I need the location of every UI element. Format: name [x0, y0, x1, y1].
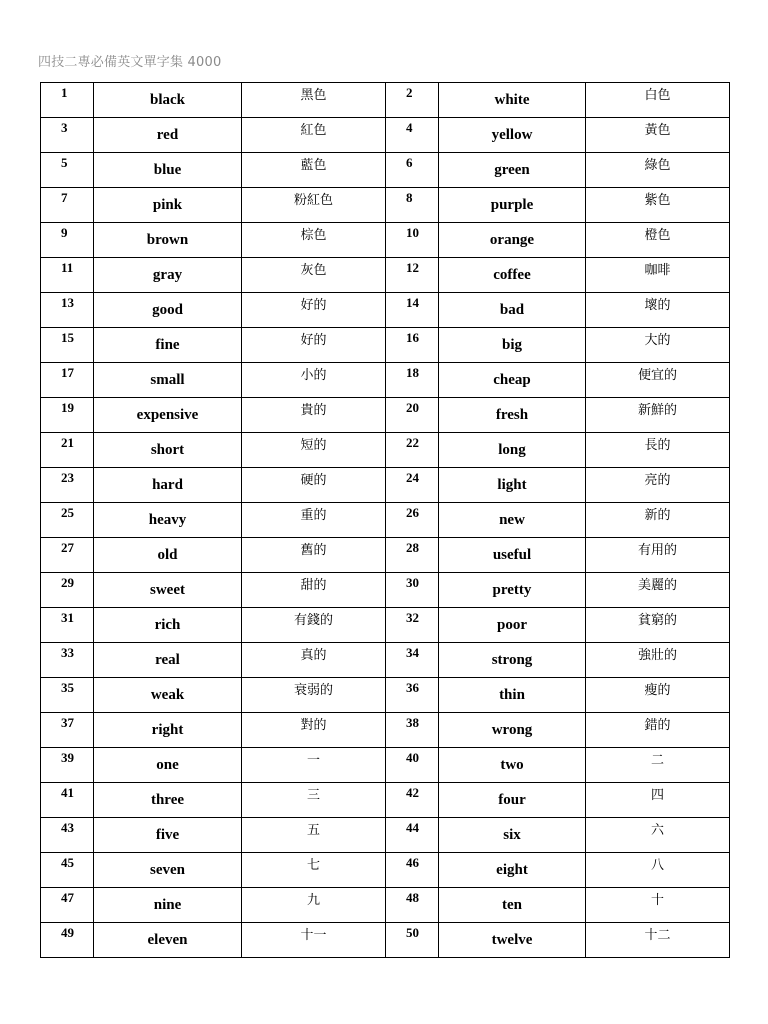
chinese-meaning: 好的 [242, 328, 386, 363]
table-row [41, 188, 730, 223]
word-number: 49 [41, 923, 94, 958]
chinese-meaning: 貧窮的 [586, 608, 730, 643]
word-number: 29 [41, 573, 94, 608]
table-row [41, 713, 730, 748]
english-word: pretty [439, 573, 586, 608]
table-row [41, 293, 730, 328]
table-row [41, 258, 730, 293]
word-number: 50 [386, 923, 439, 958]
english-word: pink [94, 188, 242, 223]
word-number: 7 [41, 188, 94, 223]
chinese-meaning: 紫色 [586, 188, 730, 223]
chinese-meaning: 好的 [242, 293, 386, 328]
table-row [41, 363, 730, 398]
english-word: useful [439, 538, 586, 573]
table-row [41, 468, 730, 503]
word-number: 3 [41, 118, 94, 153]
vocabulary-table [40, 82, 730, 958]
chinese-meaning: 重的 [242, 503, 386, 538]
english-word: two [439, 748, 586, 783]
word-number: 9 [41, 223, 94, 258]
english-word: small [94, 363, 242, 398]
word-number: 26 [386, 503, 439, 538]
chinese-meaning: 小的 [242, 363, 386, 398]
word-number: 36 [386, 678, 439, 713]
table-row [41, 818, 730, 853]
table-row [41, 538, 730, 573]
table-row [41, 433, 730, 468]
chinese-meaning: 紅色 [242, 118, 386, 153]
word-number: 13 [41, 293, 94, 328]
chinese-meaning: 衰弱的 [242, 678, 386, 713]
word-number: 16 [386, 328, 439, 363]
table-row [41, 923, 730, 958]
chinese-meaning: 九 [242, 888, 386, 923]
word-number: 31 [41, 608, 94, 643]
word-number: 37 [41, 713, 94, 748]
word-number: 19 [41, 398, 94, 433]
table-row [41, 573, 730, 608]
chinese-meaning: 錯的 [586, 713, 730, 748]
chinese-meaning: 大的 [586, 328, 730, 363]
word-number: 35 [41, 678, 94, 713]
word-number: 4 [386, 118, 439, 153]
chinese-meaning: 亮的 [586, 468, 730, 503]
table-row [41, 118, 730, 153]
english-word: rich [94, 608, 242, 643]
chinese-meaning: 藍色 [242, 153, 386, 188]
english-word: heavy [94, 503, 242, 538]
english-word: eleven [94, 923, 242, 958]
word-number: 45 [41, 853, 94, 888]
english-word: strong [439, 643, 586, 678]
chinese-meaning: 五 [242, 818, 386, 853]
word-number: 18 [386, 363, 439, 398]
english-word: poor [439, 608, 586, 643]
chinese-meaning: 長的 [586, 433, 730, 468]
chinese-meaning: 舊的 [242, 538, 386, 573]
word-number: 42 [386, 783, 439, 818]
word-number: 14 [386, 293, 439, 328]
english-word: three [94, 783, 242, 818]
table-row [41, 783, 730, 818]
chinese-meaning: 真的 [242, 643, 386, 678]
chinese-meaning: 硬的 [242, 468, 386, 503]
table-row [41, 748, 730, 783]
english-word: old [94, 538, 242, 573]
word-number: 23 [41, 468, 94, 503]
word-number: 22 [386, 433, 439, 468]
chinese-meaning: 十一 [242, 923, 386, 958]
chinese-meaning: 甜的 [242, 573, 386, 608]
english-word: nine [94, 888, 242, 923]
table-row [41, 153, 730, 188]
word-number: 48 [386, 888, 439, 923]
table-row [41, 853, 730, 888]
table-row [41, 678, 730, 713]
word-number: 30 [386, 573, 439, 608]
chinese-meaning: 強壯的 [586, 643, 730, 678]
table-row [41, 643, 730, 678]
chinese-meaning: 三 [242, 783, 386, 818]
word-number: 17 [41, 363, 94, 398]
english-word: eight [439, 853, 586, 888]
english-word: five [94, 818, 242, 853]
english-word: fine [94, 328, 242, 363]
table-row [41, 608, 730, 643]
english-word: coffee [439, 258, 586, 293]
word-number: 39 [41, 748, 94, 783]
word-number: 15 [41, 328, 94, 363]
english-word: bad [439, 293, 586, 328]
english-word: big [439, 328, 586, 363]
english-word: light [439, 468, 586, 503]
english-word: one [94, 748, 242, 783]
english-word: purple [439, 188, 586, 223]
chinese-meaning: 對的 [242, 713, 386, 748]
word-number: 28 [386, 538, 439, 573]
word-number: 12 [386, 258, 439, 293]
chinese-meaning: 短的 [242, 433, 386, 468]
word-number: 11 [41, 258, 94, 293]
english-word: twelve [439, 923, 586, 958]
chinese-meaning: 粉紅色 [242, 188, 386, 223]
english-word: seven [94, 853, 242, 888]
english-word: sweet [94, 573, 242, 608]
word-number: 44 [386, 818, 439, 853]
chinese-meaning: 黃色 [586, 118, 730, 153]
table-row [41, 888, 730, 923]
english-word: new [439, 503, 586, 538]
english-word: wrong [439, 713, 586, 748]
english-word: hard [94, 468, 242, 503]
word-number: 40 [386, 748, 439, 783]
chinese-meaning: 六 [586, 818, 730, 853]
english-word: blue [94, 153, 242, 188]
chinese-meaning: 新鮮的 [586, 398, 730, 433]
english-word: long [439, 433, 586, 468]
chinese-meaning: 灰色 [242, 258, 386, 293]
english-word: weak [94, 678, 242, 713]
english-word: brown [94, 223, 242, 258]
word-number: 5 [41, 153, 94, 188]
word-number: 38 [386, 713, 439, 748]
word-number: 33 [41, 643, 94, 678]
chinese-meaning: 有用的 [586, 538, 730, 573]
chinese-meaning: 綠色 [586, 153, 730, 188]
english-word: short [94, 433, 242, 468]
chinese-meaning: 美麗的 [586, 573, 730, 608]
table-row [41, 83, 730, 118]
english-word: good [94, 293, 242, 328]
english-word: green [439, 153, 586, 188]
word-number: 6 [386, 153, 439, 188]
vocabulary-table-body [41, 83, 730, 958]
english-word: real [94, 643, 242, 678]
chinese-meaning: 橙色 [586, 223, 730, 258]
word-number: 47 [41, 888, 94, 923]
english-word: right [94, 713, 242, 748]
english-word: black [94, 83, 242, 118]
word-number: 32 [386, 608, 439, 643]
english-word: thin [439, 678, 586, 713]
table-row [41, 398, 730, 433]
chinese-meaning: 八 [586, 853, 730, 888]
table-row [41, 223, 730, 258]
word-number: 41 [41, 783, 94, 818]
chinese-meaning: 貴的 [242, 398, 386, 433]
english-word: ten [439, 888, 586, 923]
word-number: 20 [386, 398, 439, 433]
english-word: six [439, 818, 586, 853]
word-number: 10 [386, 223, 439, 258]
word-number: 25 [41, 503, 94, 538]
chinese-meaning: 白色 [586, 83, 730, 118]
table-row [41, 503, 730, 538]
chinese-meaning: 十二 [586, 923, 730, 958]
word-number: 1 [41, 83, 94, 118]
chinese-meaning: 新的 [586, 503, 730, 538]
english-word: cheap [439, 363, 586, 398]
word-number: 27 [41, 538, 94, 573]
english-word: red [94, 118, 242, 153]
english-word: four [439, 783, 586, 818]
chinese-meaning: 十 [586, 888, 730, 923]
word-number: 21 [41, 433, 94, 468]
word-number: 24 [386, 468, 439, 503]
word-number: 8 [386, 188, 439, 223]
chinese-meaning: 便宜的 [586, 363, 730, 398]
table-row [41, 328, 730, 363]
word-number: 43 [41, 818, 94, 853]
chinese-meaning: 有錢的 [242, 608, 386, 643]
english-word: yellow [439, 118, 586, 153]
english-word: gray [94, 258, 242, 293]
chinese-meaning: 四 [586, 783, 730, 818]
english-word: fresh [439, 398, 586, 433]
document-header: 四技二專必備英文單字集 4000 [38, 55, 222, 70]
chinese-meaning: 棕色 [242, 223, 386, 258]
chinese-meaning: 二 [586, 748, 730, 783]
word-number: 2 [386, 83, 439, 118]
chinese-meaning: 咖啡 [586, 258, 730, 293]
word-number: 34 [386, 643, 439, 678]
english-word: expensive [94, 398, 242, 433]
chinese-meaning: 壞的 [586, 293, 730, 328]
english-word: white [439, 83, 586, 118]
english-word: orange [439, 223, 586, 258]
chinese-meaning: 一 [242, 748, 386, 783]
chinese-meaning: 瘦的 [586, 678, 730, 713]
chinese-meaning: 黑色 [242, 83, 386, 118]
word-number: 46 [386, 853, 439, 888]
chinese-meaning: 七 [242, 853, 386, 888]
